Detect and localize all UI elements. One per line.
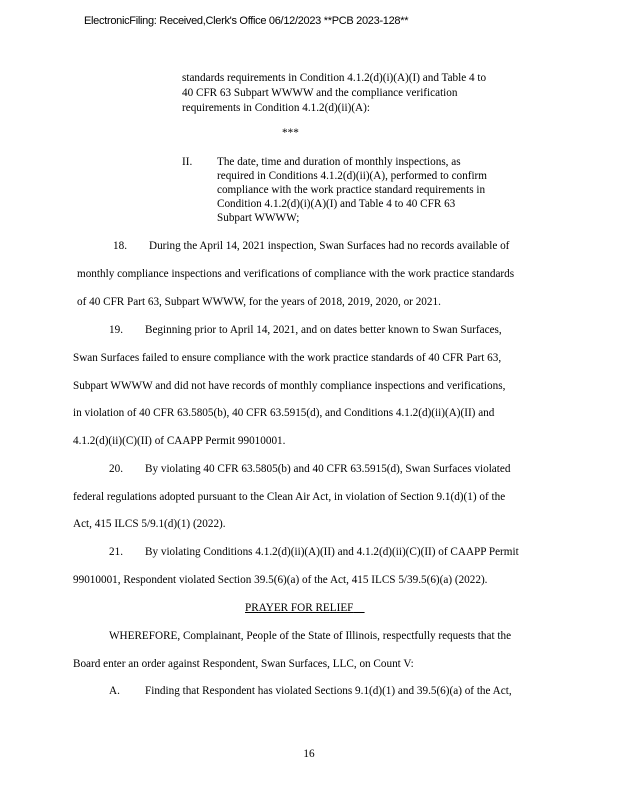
paragraph-line: Beginning prior to April 14, 2021, and on dates better known to Swan Surfaces, (145, 324, 502, 336)
quote-item-line: compliance with the work practice standard requirements in (217, 184, 486, 196)
filing-stamp-header: ElectronicFiling: Received,Clerk's Office 06/12/2023 **PCB 2023-128** (84, 15, 409, 27)
relief-item-letter: A. (109, 685, 120, 697)
roman-numeral: II. (182, 156, 193, 168)
paragraph-line: of 40 CFR Part 63, Subpart WWWW, for the years of 2018, 2019, 2020, or 2021. (77, 296, 441, 308)
quote-item-line: Condition 4.1.2(d)(i)(A)(I) and Table 4 to 40 CFR 63 (217, 198, 456, 210)
prayer-line: WHEREFORE, Complainant, People of the State of Illinois, respectfully requests that the (109, 630, 512, 642)
paragraph-line: monthly compliance inspections and verifications of compliance with the work practice standards (77, 268, 515, 280)
paragraph-line: Act, 415 ILCS 5/9.1(d)(1) (2022). (73, 518, 226, 530)
paragraph-line: 4.1.2(d)(ii)(C)(II) of CAAPP Permit 99010001. (73, 435, 286, 447)
quote-item-line: Subpart WWWW; (217, 212, 300, 224)
paragraph-number: 18. (113, 240, 127, 252)
paragraph-line: Subpart WWWW and did not have records of monthly compliance inspections and verifications, (73, 380, 506, 392)
ellipsis-separator: *** (282, 127, 299, 139)
paragraph-line: By violating 40 CFR 63.5805(b) and 40 CFR 63.5915(d), Swan Surfaces violated (145, 463, 511, 475)
quote-line: standards requirements in Condition 4.1.2(d)(i)(A)(I) and Table 4 to (182, 72, 487, 84)
paragraph-number: 20. (109, 463, 123, 475)
paragraph-number: 21. (109, 546, 123, 558)
page-number: 16 (303, 748, 315, 760)
paragraph-line: 99010001, Respondent violated Section 39.5(6)(a) of the Act, 415 ILCS 5/39.5(6)(a) (2022). (73, 574, 488, 586)
paragraph-line: federal regulations adopted pursuant to the Clean Air Act, in violation of Section 9.1(d)(1) of the (73, 491, 506, 503)
paragraph-line: By violating Conditions 4.1.2(d)(ii)(A)(II) and 4.1.2(d)(ii)(C)(II) of CAAPP Permit (145, 546, 519, 558)
quote-line: 40 CFR 63 Subpart WWWW and the compliance verification (182, 87, 458, 99)
quote-item-line: required in Conditions 4.1.2(d)(ii)(A), performed to confirm (217, 170, 487, 182)
paragraph-number: 19. (109, 324, 123, 336)
quote-item-line: The date, time and duration of monthly inspections, as (217, 156, 461, 168)
paragraph-line: Swan Surfaces failed to ensure compliance with the work practice standards of 40 CFR Part 63, (73, 352, 502, 364)
prayer-line: Board enter an order against Respondent, Swan Surfaces, LLC, on Count V: (73, 658, 414, 670)
relief-item-text: Finding that Respondent has violated Sections 9.1(d)(1) and 39.5(6)(a) of the Act, (145, 685, 512, 697)
prayer-heading: PRAYER FOR RELIEF (245, 602, 354, 614)
paragraph-line: in violation of 40 CFR 63.5805(b), 40 CFR 63.5915(d), and Conditions 4.1.2(d)(ii)(A)(II) and (73, 407, 495, 419)
paragraph-line: During the April 14, 2021 inspection, Swan Surfaces had no records available of (149, 240, 510, 252)
quote-line: requirements in Condition 4.1.2(d)(ii)(A): (182, 102, 370, 114)
section-heading (245, 602, 365, 615)
